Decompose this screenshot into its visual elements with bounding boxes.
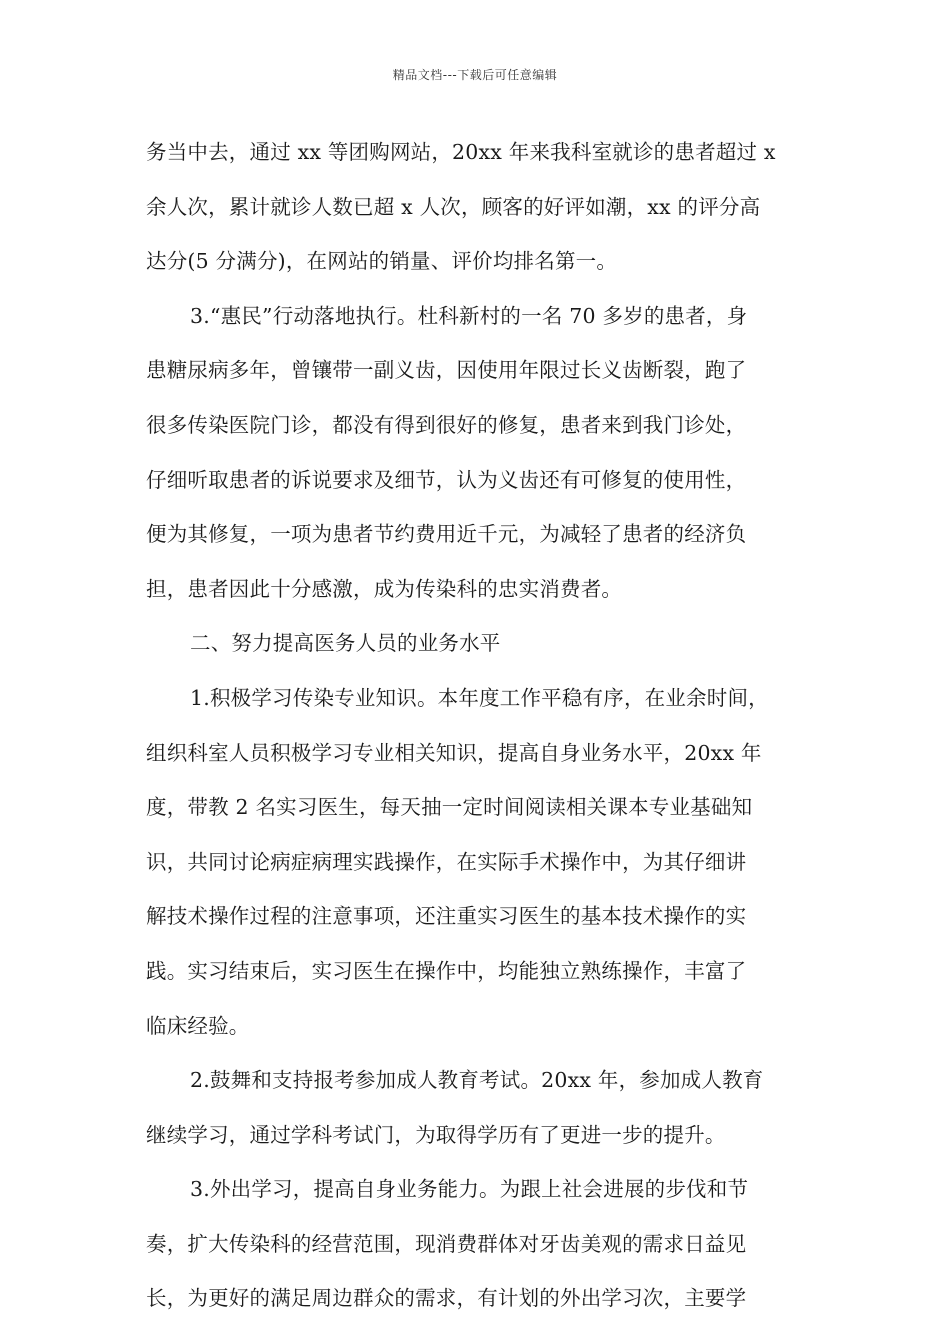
text-line: 识，共同讨论病症病理实践操作，在实际手术操作中，为其仔细讲 [146,849,747,874]
text-line: 很多传染医院门诊，都没有得到很好的修复，患者来到我门诊处， [146,412,747,437]
text-line: 践。实习结束后，实习医生在操作中，均能独立熟练操作，丰富了 [146,958,747,983]
text-line: 继续学习，通过学科考试门，为取得学历有了更进一步的提升。 [146,1122,726,1147]
text-line: 余人次，累计就诊人数已超 x 人次，顾客的好评如潮，xx 的评分高 [146,194,761,219]
text-line: 度，带教 2 名实习医生，每天抽一定时间阅读相关课本专业基础知 [146,795,753,820]
text-line: 解技术操作过程的注意事项，还注重实习医生的基本技术操作的实 [146,904,747,929]
text-line: 长，为更好的满足周边群众的需求，有计划的外出学习次，主要学 [146,1286,747,1311]
text-line: 担，患者因此十分感激，成为传染科的忠实消费者。 [146,576,623,601]
paragraph-first-line: 1.积极学习传染专业知识。本年度工作平稳有序，在业余时间， [190,685,769,710]
text-line: 临床经验。 [146,1013,250,1038]
section-heading: 二、努力提高医务人员的业务水平 [190,631,501,656]
text-line: 务当中去，通过 xx 等团购网站，20xx 年来我科室就诊的患者超过 x [146,140,776,164]
text-line: 组织科室人员积极学习专业相关知识，提高自身业务水平，20xx 年 [146,740,762,765]
text-line: 达分(5 分满分)，在网站的销量、评价均排名第一。 [146,249,618,274]
text-line: 仔细听取患者的诉说要求及细节，认为义齿还有可修复的使用性， [146,467,747,492]
paragraph-first-line: 3.“惠民”行动落地执行。杜科新村的一名 70 多岁的患者，身 [190,303,748,328]
text-line: 奏，扩大传染科的经营范围，现消费群体对牙齿美观的需求日益见 [146,1231,747,1256]
paragraph-first-line: 3.外出学习，提高自身业务能力。为跟上社会进展的步伐和节 [190,1177,749,1202]
page-header: 精品文档---下载后可任意编辑 [392,68,558,82]
text-line: 便为其修复，一项为患者节约费用近千元，为减轻了患者的经济负 [146,522,747,547]
text-line: 患糖尿病多年，曾镶带一副义齿，因使用年限过长义齿断裂，跑了 [146,358,747,383]
document-body [146,130,810,1331]
paragraph-first-line: 2.鼓舞和支持报考参加成人教育考试。20xx 年，参加成人教育 [190,1068,764,1093]
